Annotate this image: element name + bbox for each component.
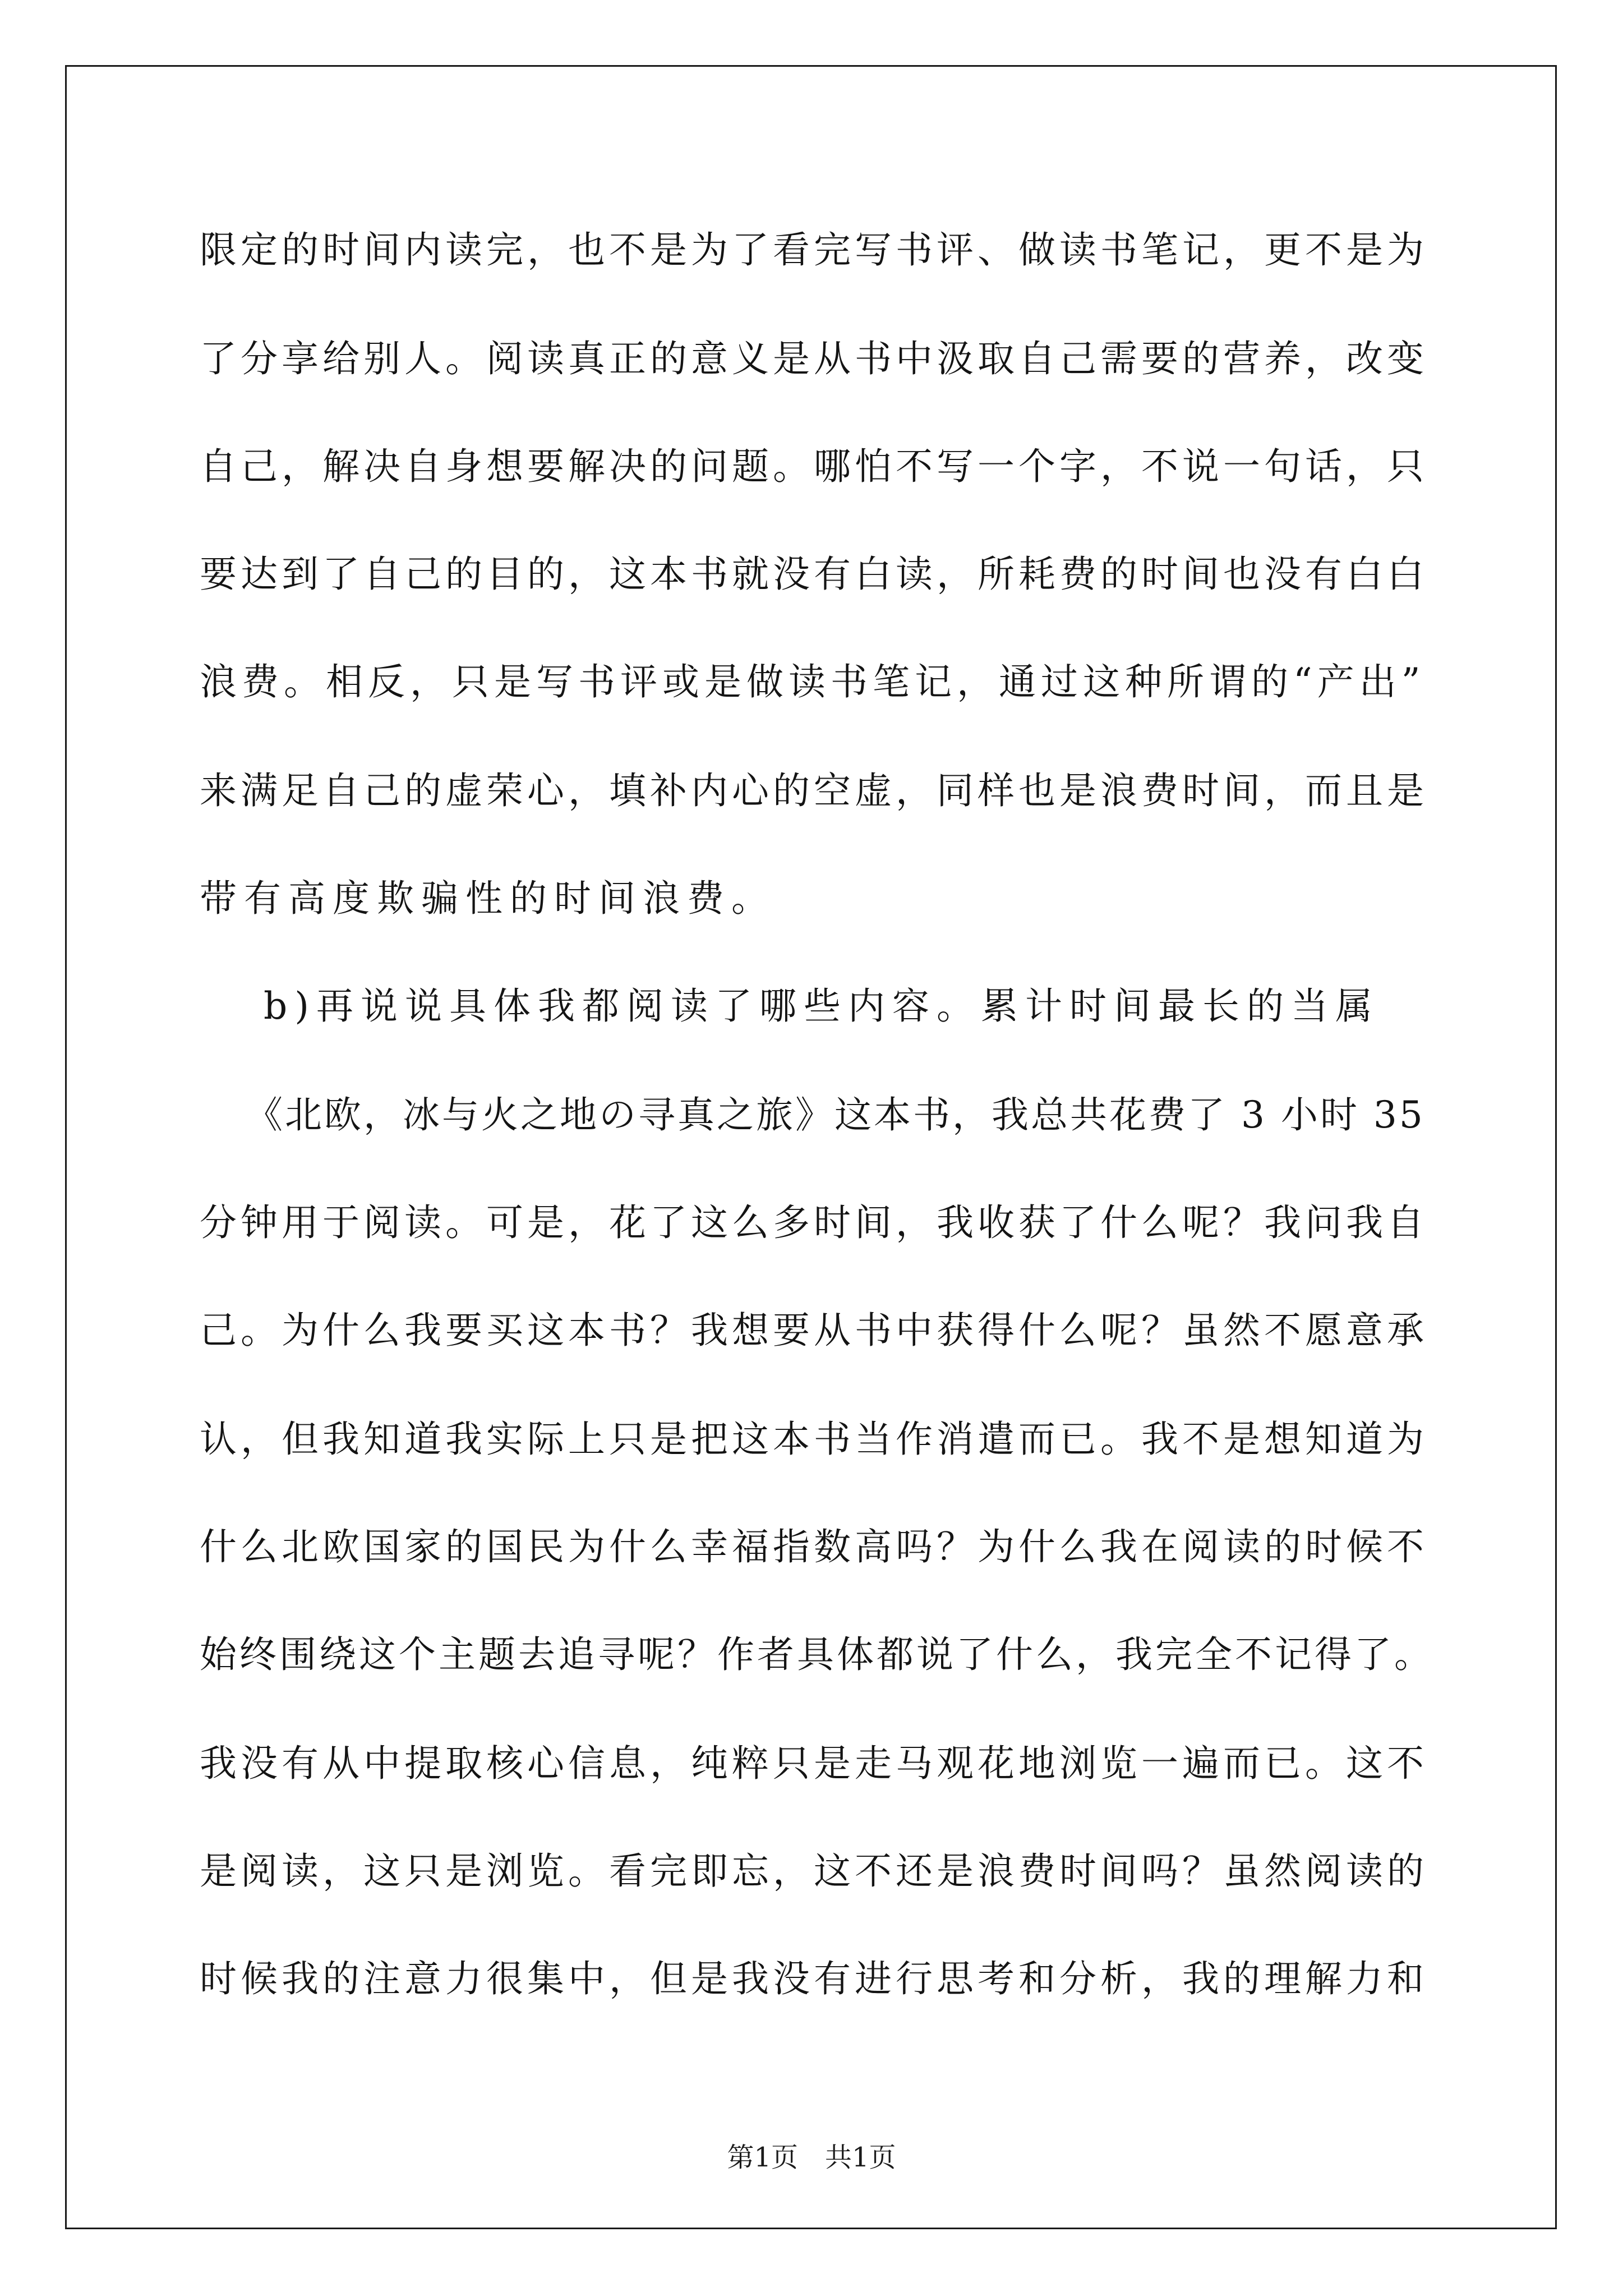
text-line-9: 《北欧，冰与火之地の寻真之旅》这本书，我总共花费了 3 小时 35 [246,1093,1425,1137]
text-line-6: 来满足自己的虚荣心，填补内心的空虚，同样也是浪费时间，而且是 [200,769,1428,812]
text-line-3: 自己，解决自身想要解决的问题。哪怕不写一个字，不说一句话，只 [200,445,1428,488]
text-line-8: b)再说说具体我都阅读了哪些内容。累计时间最长的当属 [264,984,1380,1028]
text-line-17: 时候我的注意力很集中，但是我没有进行思考和分析，我的理解力和 [200,1957,1428,2000]
text-line-13: 什么北欧国家的国民为什么幸福指数高吗？为什么我在阅读的时候不 [200,1525,1428,1568]
page-footer: 第1页 共1页 [727,2142,896,2173]
text-line-2: 了分享给别人。阅读真正的意义是从书中汲取自己需要的营养，改变 [200,337,1428,380]
text-line-11: 己。为什么我要买这本书？我想要从书中获得什么呢？虽然不愿意承 [200,1309,1428,1352]
text-line-16: 是阅读，这只是浏览。看完即忘，这不还是浪费时间吗？虽然阅读的 [200,1849,1428,1893]
text-line-7: 带有高度欺骗性的时间浪费。 [200,877,776,920]
text-line-12: 认，但我知道我实际上只是把这本书当作消遣而已。我不是想知道为 [200,1418,1428,1461]
text-line-4: 要达到了自己的目的，这本书就没有白读，所耗费的时间也没有白白 [200,553,1428,596]
text-line-15: 我没有从中提取核心信息，纯粹只是走马观花地浏览一遍而已。这不 [200,1742,1428,1785]
text-line-5: 浪费。相反，只是写书评或是做读书笔记，通过这种所谓的“产出” [200,660,1426,703]
text-line-10: 分钟用于阅读。可是，花了这么多时间，我收获了什么呢？我问我自 [200,1201,1428,1244]
page-border [65,65,1557,2229]
text-line-14: 始终围绕这个主题去追寻呢？作者具体都说了什么，我完全不记得了。 [200,1633,1434,1676]
text-line-1: 限定的时间内读完，也不是为了看完写书评、做读书笔记，更不是为 [200,228,1428,272]
